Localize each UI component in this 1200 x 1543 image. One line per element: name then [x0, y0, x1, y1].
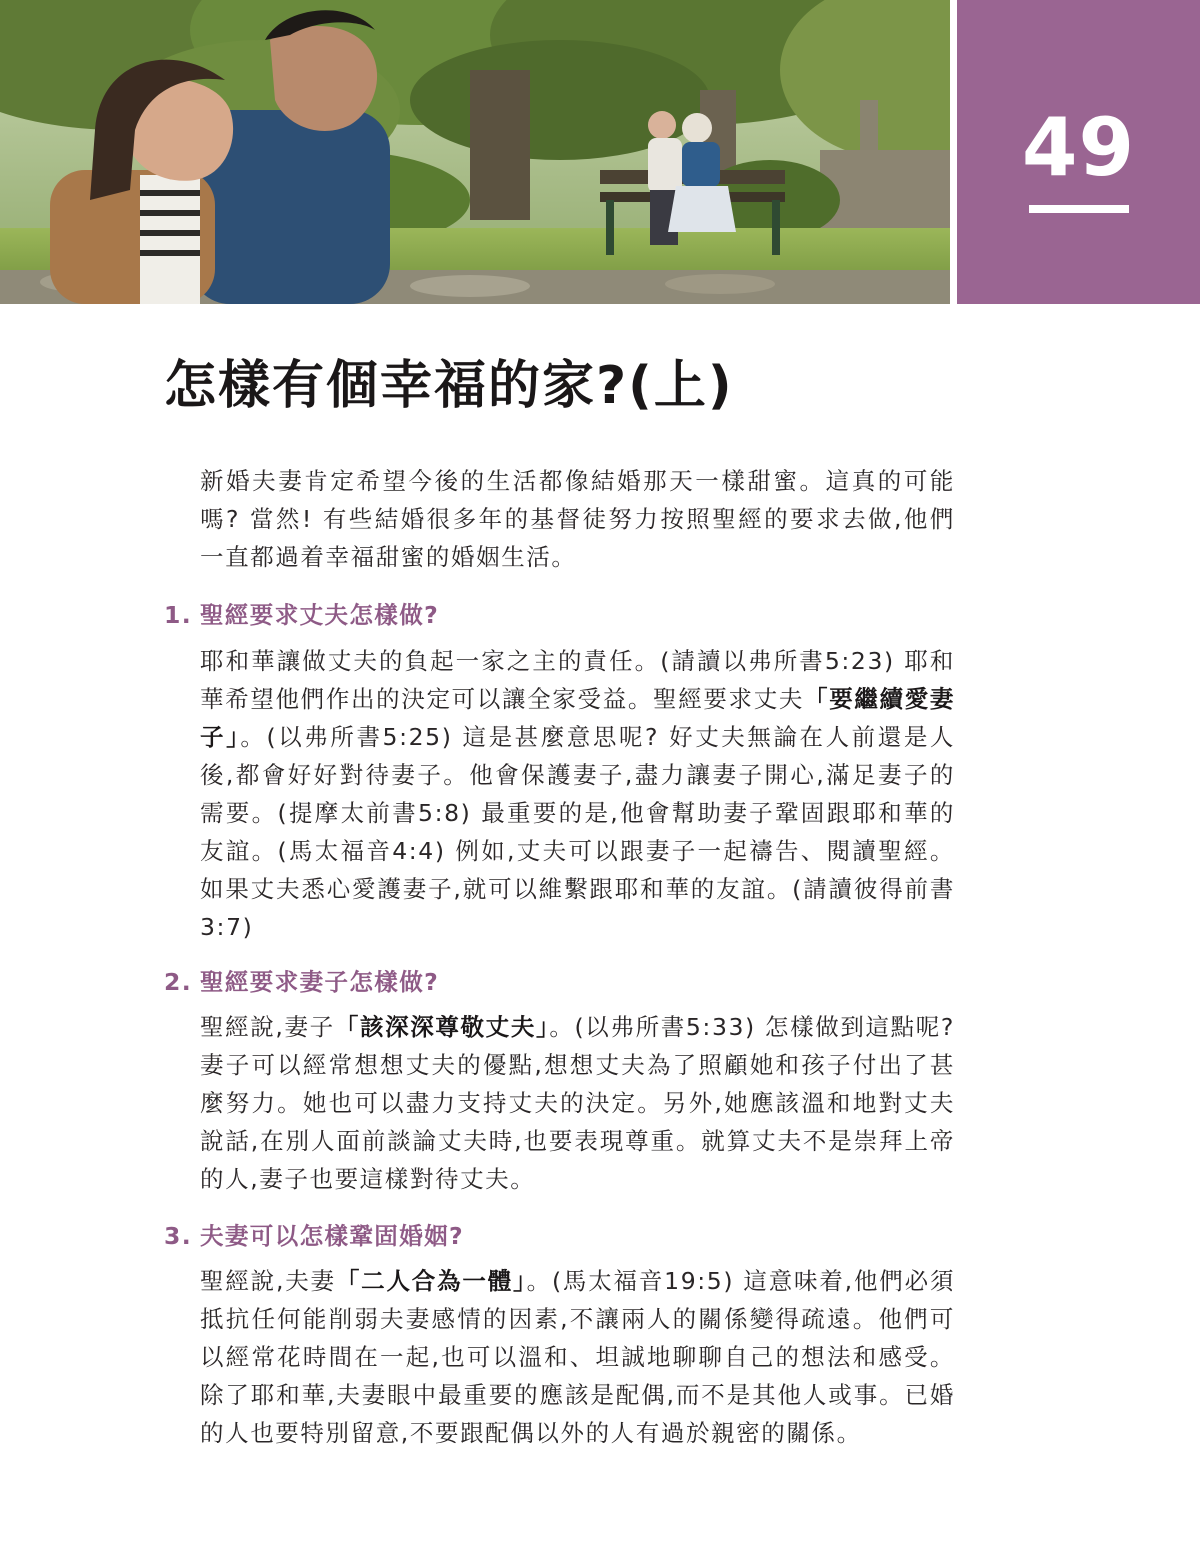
paragraph-text: 。(馬太福音19:5) 這意味着,他們必須抵抗任何能削弱夫妻感情的因素,不讓兩人的關係變得疏遠。他們可以經常花時間在一起,也可以溫和、坦誠地聊聊自己的想法和感受。除了耶和華,夫妻眼中最重要的應該是配偶,而不是其他人或事。已婚的人也要特別留意,不要跟配偶以外的人有過於親密的關係。 — [200, 1267, 955, 1447]
paragraph-text: 聖經說,妻子 — [200, 1013, 335, 1041]
section-1-paragraph — [200, 642, 955, 946]
section-2-paragraph — [200, 1008, 955, 1198]
park-couples-illustration — [0, 0, 950, 304]
question-text: 聖經要求妻子怎樣做? — [200, 968, 440, 996]
lesson-number: 49 — [1021, 101, 1136, 194]
hero-photo — [0, 0, 950, 304]
question-1-heading — [164, 598, 439, 632]
intro-paragraph: 新婚夫妻肯定希望今後的生活都像結婚那天一樣甜蜜。這真的可能嗎? 當然! 有些結婚很多年的基督徒努力按照聖經的要求去做,他們一直都過着幸福甜蜜的婚姻生活。 — [200, 467, 955, 571]
page-title: 怎樣有個幸福的家?(上) — [164, 356, 734, 416]
section-3-paragraph — [200, 1262, 955, 1452]
paragraph-text: 。(以弗所書5:25) 這是甚麼意思呢? 好丈夫無論在人前還是人後,都會好好對待妻子。他會保護妻子,盡力讓妻子開心,滿足妻子的需要。(提摩太前書5:8) 最重要的是,他會幫助妻子鞏固跟耶和華的友誼。(馬太福音4:4) 例如,丈夫可以跟妻子一起禱告、閱讀聖經。如果丈夫悉心愛護妻子,就可以維繫跟耶和華的友誼。(請讀彼得前書3:7) — [200, 723, 955, 941]
lesson-number-box — [957, 0, 1200, 304]
paragraph-text: 。(以弗所書5:33) 怎樣做到這點呢? 妻子可以經常想想丈夫的優點,想想丈夫為了照顧她和孩子付出了甚麼努力。她也可以盡力支持丈夫的決定。另外,她應該溫和地對丈夫說話,在別人面前談論丈夫時,也要表現尊重。就算丈夫不是崇拜上帝的人,妻子也要這樣對待丈夫。 — [200, 1013, 955, 1193]
emphasis-quote: 「該深深尊敬丈夫」 — [334, 1013, 550, 1041]
emphasis-quote: 「要繼續愛妻子」 — [200, 685, 955, 751]
paragraph-text: 耶和華讓做丈夫的負起一家之主的責任。(請讀以弗所書5:23) 耶和華希望他們作出的決定可以讓全家受益。聖經要求丈夫 — [200, 647, 955, 713]
question-2-heading — [164, 965, 439, 999]
question-text: 聖經要求丈夫怎樣做? — [200, 601, 440, 629]
question-text: 夫妻可以怎樣鞏固婚姻? — [200, 1222, 465, 1250]
question-number: 1. — [164, 601, 193, 629]
question-number: 3. — [164, 1222, 193, 1250]
question-3-heading — [164, 1219, 464, 1253]
question-number: 2. — [164, 968, 193, 996]
lesson-underline — [1029, 205, 1129, 213]
emphasis-quote: 「二人合為一體」 — [335, 1267, 527, 1295]
paragraph-text: 聖經說,夫妻 — [200, 1267, 336, 1295]
